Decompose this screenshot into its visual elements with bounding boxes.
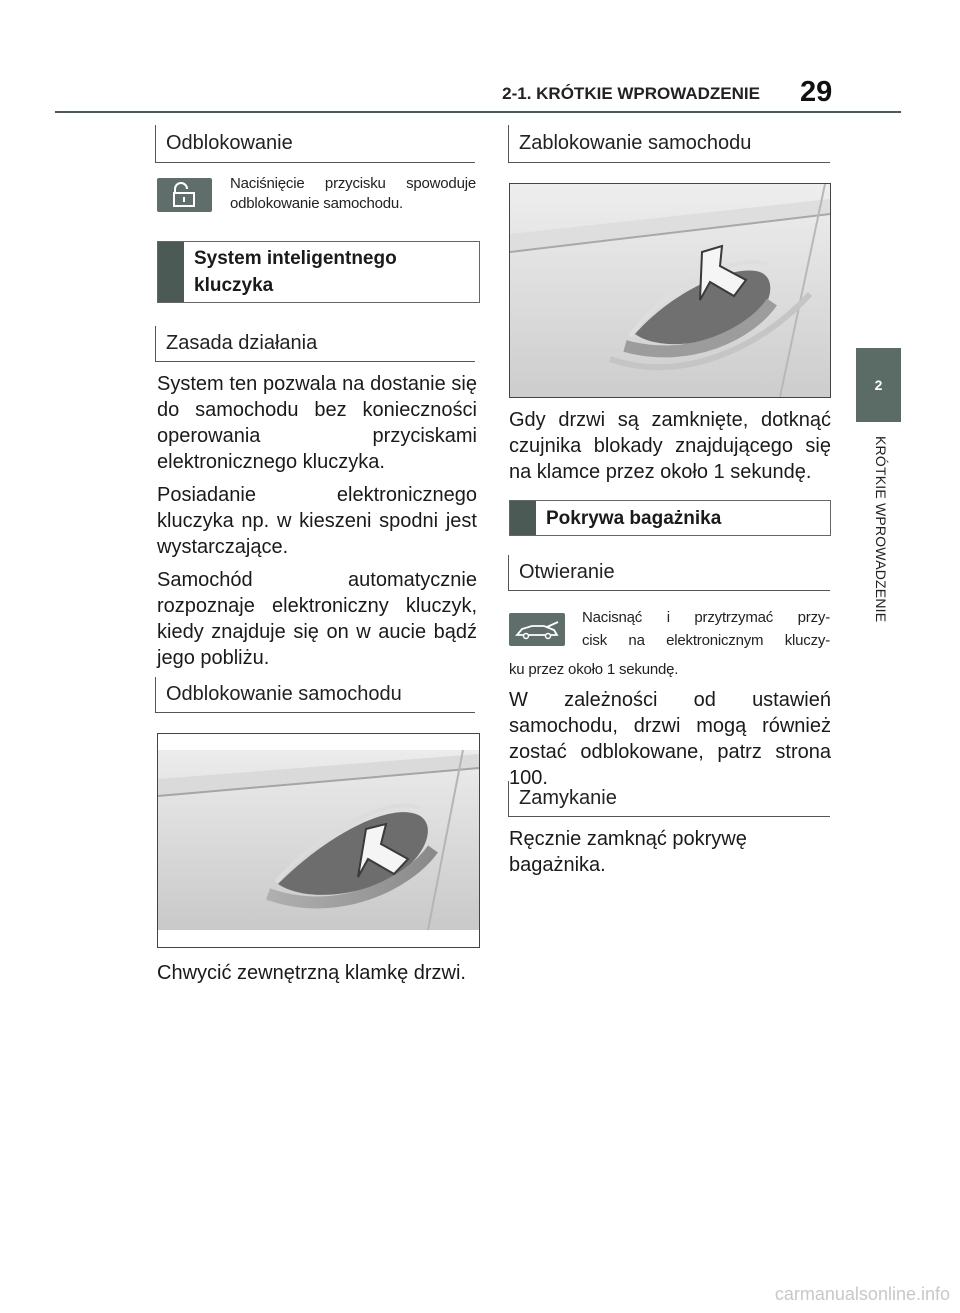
opening-note: W zależności od ustawień samochodu, drzwi mogą również zostać odblokowane, patrz strona 100.	[509, 689, 831, 789]
heading-trunk: Pokrywa bagażnika	[509, 500, 831, 536]
paragraph: Samochód automatycznie rozpoznaje elektroniczny kluczyk, kiedy znajduje się on w aucie bądź jego pobliżu.	[157, 569, 477, 669]
unlock-text: Naciśnięcie przycisku spowoduje odblokowanie samochodu.	[230, 175, 476, 212]
opening-text-line1: Nacisnąć i przytrzymać przy-	[582, 609, 830, 626]
section-unlock-car: Odblokowanie samochodu	[155, 677, 475, 713]
section-principle: Zasada działania	[155, 326, 475, 362]
chapter-side-label	[868, 436, 890, 676]
principle-body	[157, 371, 477, 678]
section-unlock: Odblokowanie	[155, 125, 475, 163]
heading-bar	[158, 242, 184, 302]
chapter-number: 2	[874, 377, 883, 393]
heading-bar	[510, 501, 536, 535]
opening-text-line2: cisk na elektronicznym kluczy-	[582, 632, 830, 649]
paragraph: System ten pozwala na dostanie się do samochodu bez konieczności operowania przyciskami elektronicznego kluczyka.	[157, 373, 477, 473]
header-rule	[55, 111, 901, 113]
chapter-tab	[856, 348, 901, 422]
opening-text-line3: ku przez około 1 sekundę.	[509, 661, 679, 678]
section-lock-car: Zablokowanie samochodu	[508, 125, 830, 163]
door-handle-photo-left	[157, 733, 480, 948]
closing-text: Ręcznie zamknąć pokrywę bagażnika.	[509, 828, 747, 876]
section-closing: Zamykanie	[508, 781, 830, 817]
running-header: 2-1. KRÓTKIE WPROWADZENIE	[502, 84, 760, 103]
door-handle-photo-right	[509, 183, 831, 398]
chapter-side-label-text: KRÓTKIE WPROWADZENIE	[873, 436, 889, 623]
trunk-open-icon	[509, 613, 565, 646]
page-number: 29	[800, 76, 833, 108]
unlock-padlock-icon	[157, 178, 212, 212]
unlock-car-caption: Chwycić zewnętrzną klamkę drzwi.	[157, 962, 466, 984]
watermark: carmanualsonline.info	[774, 1284, 950, 1304]
heading-smart-key: System inteligentnego kluczyka	[157, 241, 480, 303]
lock-car-text: Gdy drzwi są zamknięte, dotknąć czujnika blokady znajdującego się na klamce przez około 1 sekundę.	[509, 409, 831, 483]
paragraph: Posiadanie elektronicznego kluczyka np. w kieszeni spodni jest wystarczające.	[157, 484, 477, 558]
section-opening: Otwieranie	[508, 555, 830, 591]
